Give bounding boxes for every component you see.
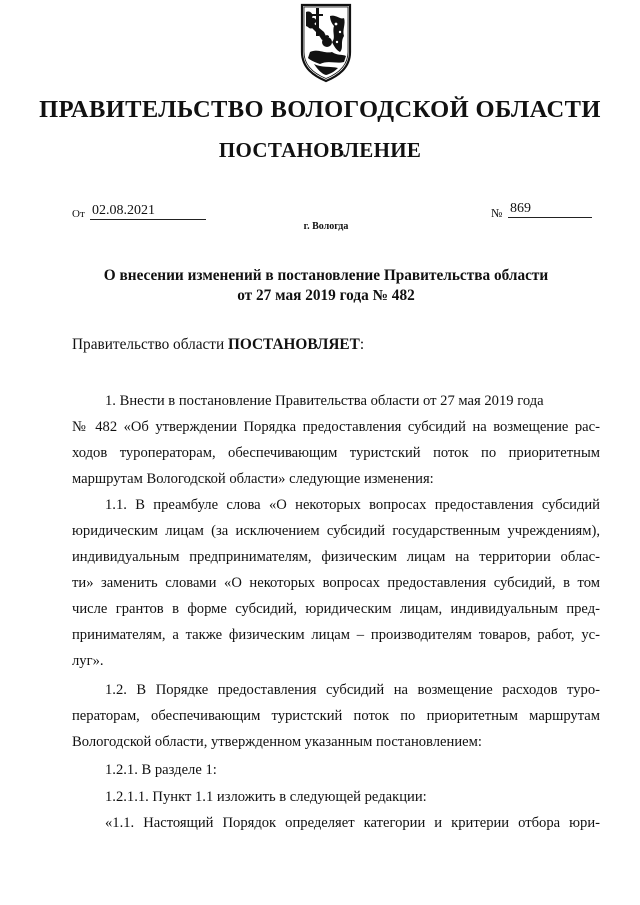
body-line: юридическим лицам (за исключением субсидий государственным учреждениям), [72, 523, 600, 539]
resolution-intro [72, 336, 364, 354]
date-prefix-label: От [72, 208, 85, 220]
intro-keyword: ПОСТАНОВЛЯЕТ [228, 336, 360, 353]
body-line: 1.2.1. В разделе 1: [105, 762, 217, 778]
body-line: луг». [72, 653, 104, 669]
document-date: 02.08.2021 [90, 203, 206, 220]
city-label: г. Вологда [303, 221, 349, 232]
body-line: 1. Внести в постановление Правительства области от 27 мая 2019 года [105, 393, 544, 409]
body-line: ператорам, обеспечивающим туристский поток по приоритетным маршрутам [72, 708, 600, 724]
intro-text: Правительство области [72, 336, 229, 353]
body-line: индивидуальным предпринимателям, физическим лицам на территории облас- [72, 549, 600, 565]
intro-colon: : [359, 336, 365, 353]
body-line: маршрутам Вологодской области» следующие изменения: [72, 471, 434, 487]
number-prefix-label: № [491, 206, 503, 220]
body-line: ти» заменить словами «О некоторых вопросах предоставления субсидий, в том [72, 575, 600, 591]
document-type-title: ПОСТАНОВЛЕНИЕ [218, 138, 422, 162]
subject-line: от 27 мая 2019 года № 482 [237, 287, 415, 304]
body-line: 1.2. В Порядке предоставления субсидий на возмещение расходов туро- [105, 682, 600, 698]
document-number: 869 [508, 201, 592, 218]
body-line: числе грантов в форме субсидий, юридическим лицам, индивидуальным пред- [72, 601, 600, 617]
coat-of-arms-emblem [296, 2, 356, 84]
document-subject [0, 266, 640, 306]
body-line: «1.1. Настоящий Порядок определяет категории и критерии отбора юри- [105, 815, 600, 831]
government-title: ПРАВИТЕЛЬСТВО ВОЛОГОДСКОЙ ОБЛАСТИ [39, 96, 601, 123]
body-line: ходов туроператорам, обеспечивающим туристский поток по приоритетным [72, 445, 600, 461]
body-line: 1.2.1.1. Пункт 1.1 изложить в следующей редакции: [105, 789, 427, 805]
body-line: № 482 «Об утверждении Порядка предоставления субсидий на возмещение рас- [72, 419, 600, 435]
body-line: 1.1. В преамбуле слова «О некоторых вопросах предоставления субсидий [105, 497, 600, 513]
body-line: принимателям, а также физическим лицам – производителям товаров, работ, ус- [72, 627, 600, 643]
body-line: Вологодской области, утвержденном указанным постановлением: [72, 734, 482, 750]
subject-line: О внесении изменений в постановление Правительства области [103, 267, 549, 284]
